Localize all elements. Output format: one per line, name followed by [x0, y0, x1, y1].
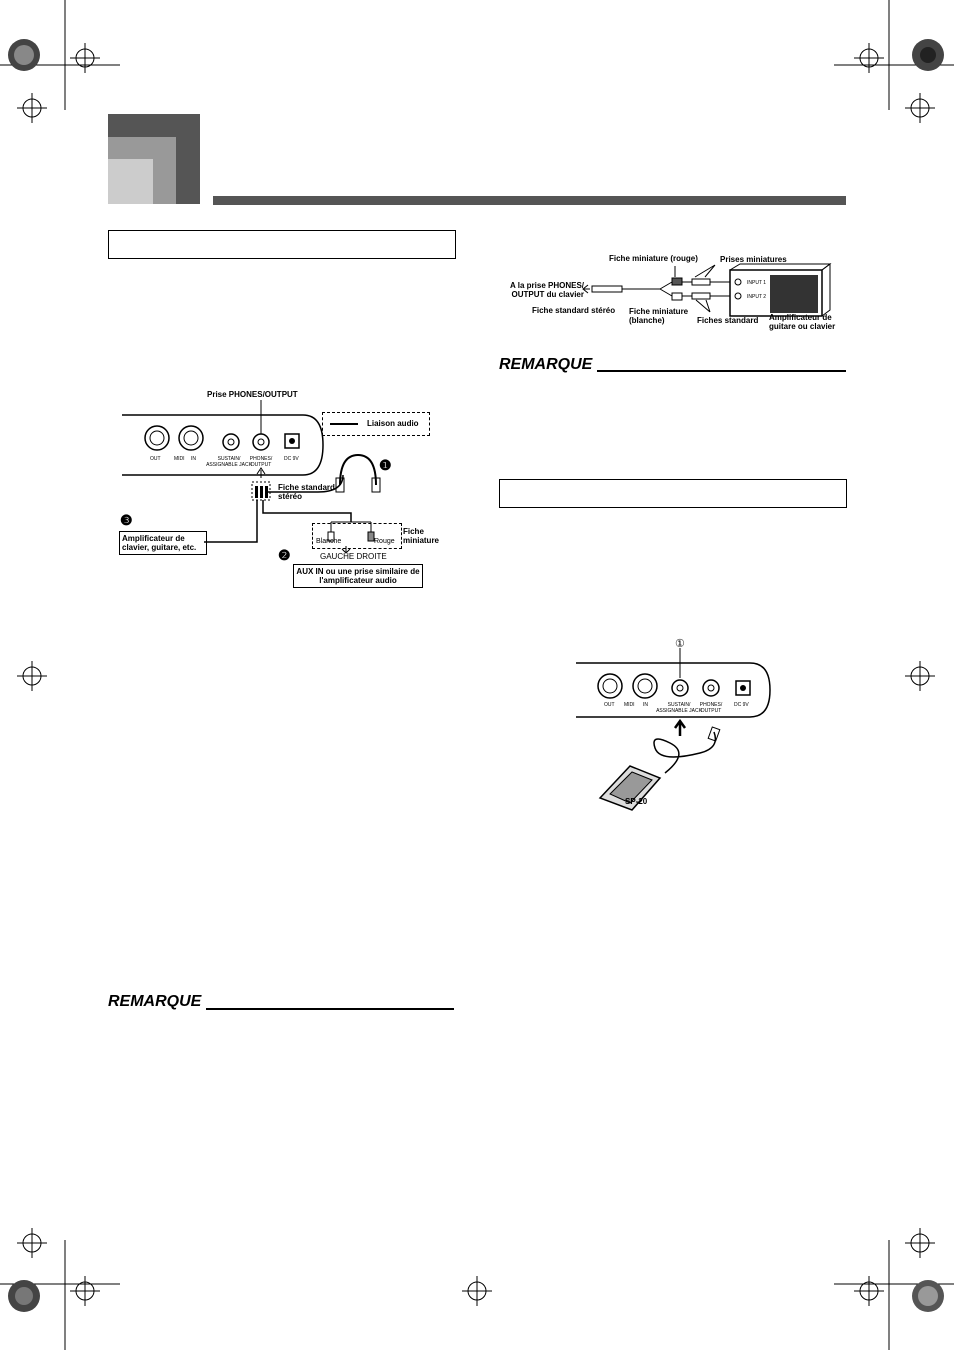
pedal-panel-label-sustain: SUSTAIN/ ASSIGNABLE JACK: [656, 702, 702, 714]
panel-label-phones: PHONES/ OUTPUT: [249, 456, 273, 468]
panel-label-dc: DC 9V: [284, 456, 299, 462]
prises-miniatures-label: Prises miniatures: [720, 255, 787, 264]
fiches-standard-label: Fiches standard: [697, 316, 759, 325]
fiche-miniature-label: Fiche miniature: [403, 527, 440, 545]
aux-in-box: AUX IN ou une prise similaire de l'amplificateur audio: [293, 564, 423, 588]
input1-label: INPUT 1: [747, 280, 767, 286]
panel-label-in: IN: [191, 456, 196, 462]
section-heading-box-right: [499, 479, 847, 508]
pedal-panel-label-phones: PHONES/ OUTPUT: [699, 702, 723, 714]
pedal-label: SP-20: [625, 797, 648, 806]
rouge-label: Rouge: [374, 538, 395, 545]
remarque-rule-left: [206, 1008, 454, 1010]
input2-label: INPUT 2: [747, 294, 767, 300]
pedal-panel-diagram: [570, 648, 780, 813]
miniature-dashed-box: [312, 523, 402, 549]
blanche-label: Blanche: [316, 538, 342, 545]
marker-1: ❶: [379, 457, 392, 473]
panel-label-sustain: SUSTAIN/ ASSIGNABLE JACK: [206, 456, 252, 468]
remarque-rule-right: [597, 370, 846, 372]
fiche-standard-stereo-label: Fiche standard stéréo: [532, 306, 616, 315]
header-block-light: [108, 159, 153, 204]
pedal-panel-label-in: IN: [643, 702, 648, 708]
gauche-droite-label: GAUCHE DROITE: [320, 552, 387, 561]
crosshair-tl: [70, 43, 100, 73]
pedal-panel-label-midi: MIDI: [624, 702, 635, 708]
remarque-heading-left: REMARQUE: [108, 993, 202, 1010]
pedal-marker: ①: [675, 638, 685, 650]
panel-label-out: OUT: [150, 456, 161, 462]
amplificateur-right-label: Amplificateur de guitare ou clavier: [769, 313, 836, 331]
panel-label-midi: MIDI: [174, 456, 185, 462]
header-rule: [213, 196, 846, 205]
fiche-blanche-label: Fiche miniature (blanche): [629, 307, 689, 325]
amplificateur-box: Amplificateur de clavier, guitare, etc.: [119, 531, 207, 555]
legend-label: Liaison audio: [367, 419, 419, 428]
pedal-panel-label-out: OUT: [604, 702, 615, 708]
marker-3: ❸: [120, 512, 133, 528]
section-heading-box-left: [108, 230, 456, 259]
fiche-rouge-label: Fiche miniature (rouge): [609, 254, 698, 263]
pedal-panel-label-dc: DC 9V: [734, 702, 749, 708]
fiche-standard-label: Fiche standard stéréo: [278, 483, 335, 501]
phones-output-label: Prise PHONES/OUTPUT: [207, 390, 298, 399]
remarque-heading-right: REMARQUE: [499, 356, 593, 373]
crosshair-tl2: [17, 93, 47, 123]
a-la-prise-label: A la prise PHONES/ OUTPUT du clavier: [510, 281, 584, 299]
marker-2: ❷: [278, 547, 291, 563]
